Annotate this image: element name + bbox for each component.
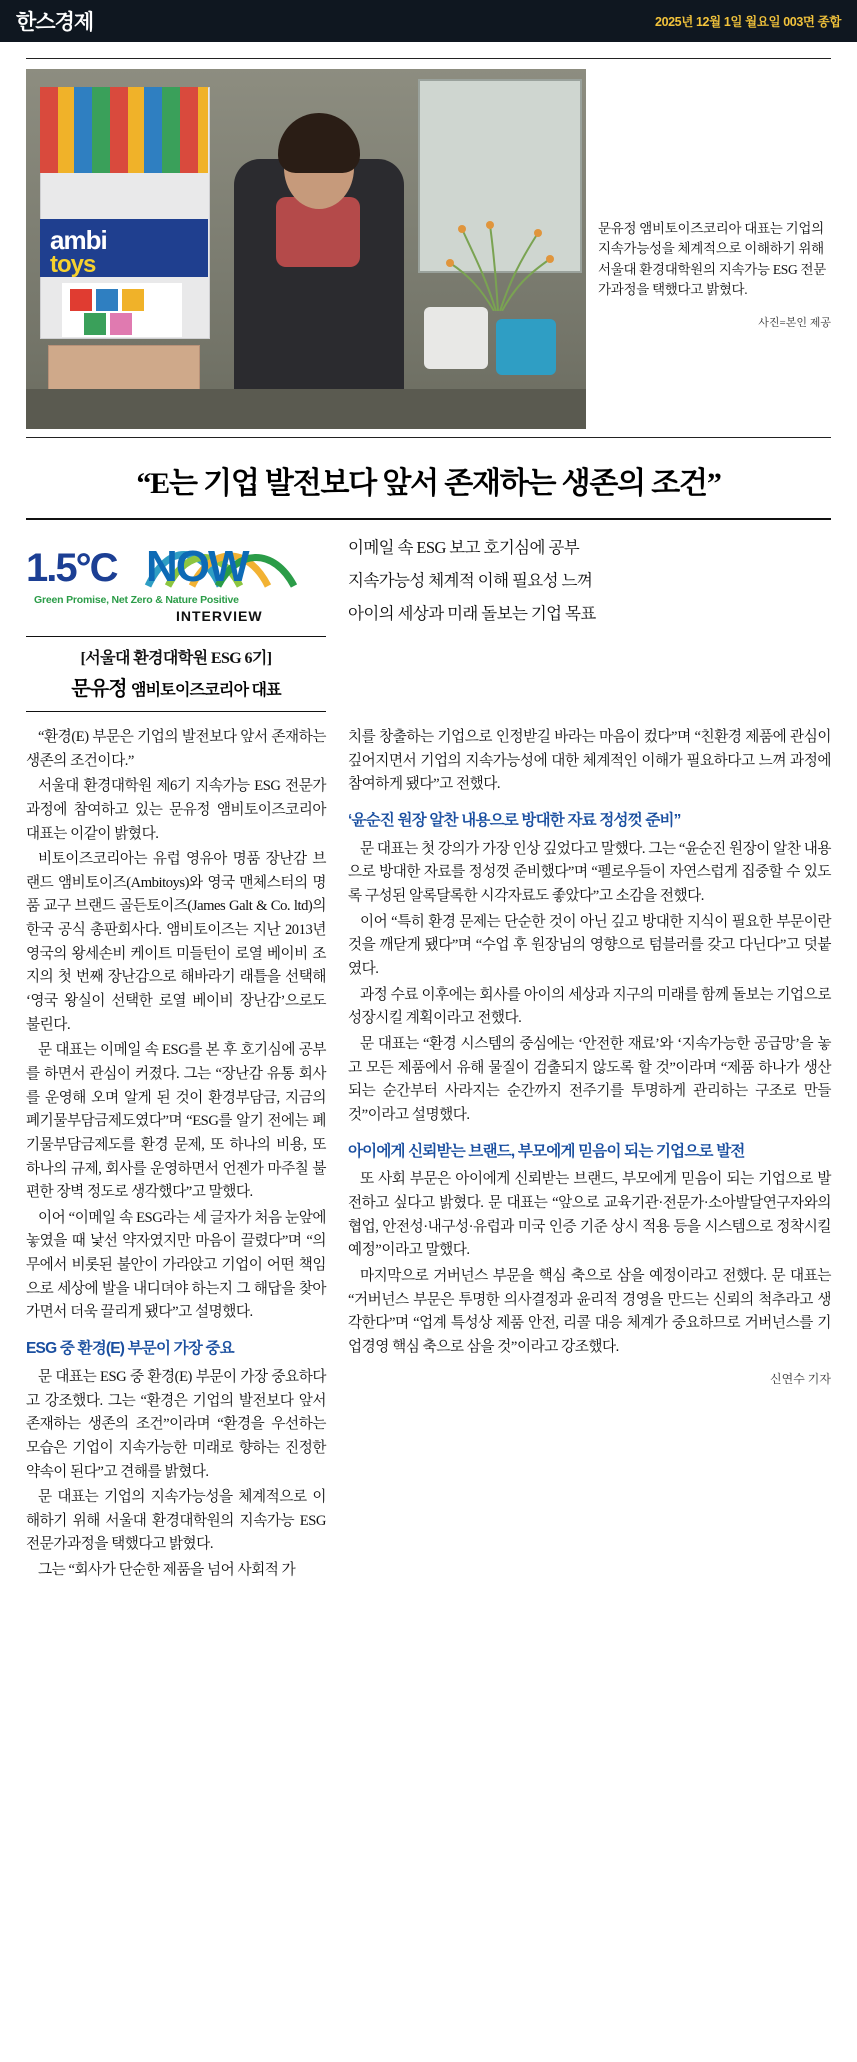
paragraph: 이어 “특히 환경 문제는 단순한 것이 아닌 깊고 방대한 지식이 필요한 부문이란 것을 깨닫게 됐다”며 “수업 후 원장님의 영향으로 텀블러를 갖고 다닌다”고 덧붙였다.: [348, 913, 831, 978]
paragraph: 과정 수료 이후에는 회사를 아이의 세상과 지구의 미래를 함께 돌보는 기업으로 성장시킬 계획이라고 전했다.: [348, 986, 831, 1027]
deck-line-3: 아이의 세상과 미래 돌보는 기업 목표: [348, 604, 596, 623]
campaign-logo-temp: 1.5°C: [26, 546, 117, 590]
headline-rule: [26, 518, 831, 520]
campaign-logo: [26, 540, 326, 626]
photo-block-red: [70, 289, 92, 311]
photo-block-blue: [96, 289, 118, 311]
campaign-logo-now: NOW: [146, 542, 248, 591]
campaign-logo-tagline: Green Promise, Net Zero & Nature Positive: [34, 594, 239, 606]
deck-column: [348, 534, 831, 712]
subject-name: 문유정: [71, 678, 127, 700]
photo-block-pink: [110, 313, 132, 335]
paragraph: 문 대표는 기업의 지속가능성을 체계적으로 이해하기 위해 서울대 환경대학원의 지속가능 ESG 전문가과정을 택했다고 밝혔다.: [26, 1489, 326, 1553]
article-byline: 신연수 기자: [770, 1371, 831, 1386]
photo-plant-pot-white: [424, 307, 488, 369]
top-columns: [26, 534, 831, 712]
paragraph: 문 대표는 이메일 속 ESG를 본 후 호기심에 공부를 하면서 관심이 커졌다. 그는 “장난감 유통 회사를 운영해 오며 알게 된 것이 환경부담금, 지금의 폐기물부담금제도였다”며 “ESG를 알기 전에는 폐기물부담금제도를 환경 문제, 또 하나의 비용, 또 하나의 규제, 회사를 운영하면서 언젠가 마주칠 불편한 장벽 정도로 생각했다”고 말했다.: [26, 1042, 326, 1201]
interview-subject-box: [26, 636, 326, 712]
photo-block: [26, 58, 831, 438]
page-content: [0, 42, 857, 1609]
left-top-column: [26, 534, 326, 712]
article-headline: “E는 기업 발전보다 앞서 존재하는 생존의 조건”: [136, 467, 721, 500]
body-column-left: [26, 726, 326, 1585]
article-body: [26, 726, 831, 1585]
newspaper-logo: 한스경제: [16, 11, 94, 34]
paragraph: 서울대 환경대학원 제6기 지속가능 ESG 전문가과정에 참여하고 있는 문유정 앰비토이즈코리아 대표는 이같이 밝혔다.: [26, 778, 326, 842]
subject-program: [서울대 환경대학원 ESG 6기]: [80, 650, 272, 667]
deck-line-1: 이메일 속 ESG 보고 호기심에 공부: [348, 538, 580, 557]
paragraph: 치를 창출하는 기업으로 인정받길 바라는 마음이 컸다”며 “친환경 제품에 관심이 깊어지면서 기업의 지속가능성에 대한 체계적인 이해가 필요하다고 느껴 과정에 참여하게 됐다”고 전했다.: [348, 729, 831, 793]
body-column-right: [348, 726, 831, 1585]
campaign-logo-interview-label: INTERVIEW: [176, 608, 263, 624]
paragraph: “환경(E) 부문은 기업의 발전보다 앞서 존재하는 생존의 조건이다.”: [26, 729, 326, 769]
subject-title: 앰비토이즈코리아 대표: [131, 682, 281, 699]
photo-brand-text-2: toys: [50, 251, 96, 278]
photo-credit: 사진=본인 제공: [758, 317, 831, 329]
photo-plant-stems: [446, 219, 556, 311]
photo-block-yellow: [122, 289, 144, 311]
paragraph: 비토이즈코리아는 유럽 영유아 명품 장난감 브랜드 앰비토이즈(Ambitoys)와 영국 맨체스터의 명품 교구 브랜드 골든토이즈(James Galt & Co. ltd)의 한국 공식 총판회사다. 앰비토이즈는 지난 2013년 영국의 왕세손비 케이트 미들턴이 로열 베이비 조지의 첫 번째 장난감으로 해바라기 래틀을 선택해 ‘영국 왕실이 선택한 로열 베이비 장난감’으로도 불린다.: [26, 851, 326, 1033]
paragraph: 그는 “회사가 단순한 제품을 넘어 사회적 가: [38, 1562, 296, 1579]
photo-toy-packages: [40, 87, 208, 173]
masthead: [0, 0, 857, 42]
article-deck: [348, 534, 831, 624]
paragraph: 또 사회 부문은 아이에게 신뢰받는 브랜드, 부모에게 믿음이 되는 기업으로 발전하고 싶다고 밝혔다. 문 대표는 “앞으로 교육기관·전문가·소아발달연구자와의 협업, 안전성·내구성·유럽과 미국 인증 기준 상시 적용 등을 시스템으로 정착시킬 예정”이라고 말했다.: [348, 1171, 831, 1259]
subheading-yunsunjin: ‘윤순진 원장 알찬 내용으로 방대한 자료 정성껏 준비”: [348, 811, 681, 829]
photo-plant-pot-blue: [496, 319, 556, 375]
photo-brand-text: ambi: [50, 225, 107, 255]
photo-caption-block: [586, 69, 831, 429]
photo-caption: 문유정 앰비토이즈코리아 대표는 기업의 지속가능성을 체계적으로 이해하기 위해 서울대 환경대학원의 지속가능 ESG 전문가과정을 택했다고 밝혔다.: [598, 221, 827, 297]
paragraph: 마지막으로 거버넌스 부문을 핵심 축으로 삼을 예정이라고 전했다. 문 대표는 “거버넌스 부문은 투명한 의사결정과 윤리적 경영을 만드는 신뢰의 척추라고 생각한다”며 “업계 특성상 제품 안전, 리콜 대응 체계가 중요하므로 거버넌스를 기업경영 핵심 축으로 삼을 것”이라고 강조했다.: [348, 1268, 831, 1355]
paragraph: 문 대표는 첫 강의가 가장 인상 깊었다고 말했다. 그는 “윤순진 원장이 알찬 내용으로 방대한 자료를 정성껏 준비했다”며 “펠로우들이 자연스럽게 집중할 수 있도록 구성된 알록달록한 시각자료도 좋았다”고 소감을 전했다.: [348, 840, 831, 905]
masthead-date: 2025년 12월 1일 월요일 003면 종합: [655, 15, 841, 29]
subheading-esg-environment: ESG 중 환경(E) 부문이 가장 중요: [26, 1340, 234, 1358]
subject-name-line: [26, 672, 326, 701]
paragraph: 문 대표는 “환경 시스템의 중심에는 ‘안전한 재료’와 ‘지속가능한 공급망’을 놓고 모든 제품에서 유해 물질이 검출되지 않도록 할 것”이라며 “제품 하나가 생산되는 순간부터 사라지는 순간까지 전주기를 투명하게 관리하는 구조로 만들 것”이라고 설명했다.: [348, 1035, 831, 1123]
photo-floor: [26, 389, 586, 429]
photo-block-green: [84, 313, 106, 335]
paragraph: 문 대표는 ESG 중 환경(E) 부문이 가장 중요하다고 강조했다. 그는 “환경은 기업의 발전보다 앞서 존재하는 생존의 조건”이라며 “환경을 우선하는 모습은 기업이 지속가능한 미래로 향하는 진정한 약속이 된다”고 견해를 밝혔다.: [26, 1368, 326, 1480]
subheading-trusted-brand: 아이에게 신뢰받는 브랜드, 부모에게 믿음이 되는 기업으로 발전: [348, 1142, 745, 1160]
interview-photo: [26, 69, 586, 429]
paragraph: 이어 “이메일 속 ESG라는 세 글자가 처음 눈앞에 놓였을 때 낯선 약자였지만 마음이 끌렸다”며 “의무에서 비롯된 불안이 가라앉고 기업이 어떤 책임으로 세상에 발을 내디뎌야 하는지 그 해답을 찾아가면서 더욱 끌리게 됐다”고 설명했다.: [26, 1209, 326, 1321]
deck-line-2: 지속가능성 체계적 이해 필요성 느껴: [348, 571, 593, 590]
